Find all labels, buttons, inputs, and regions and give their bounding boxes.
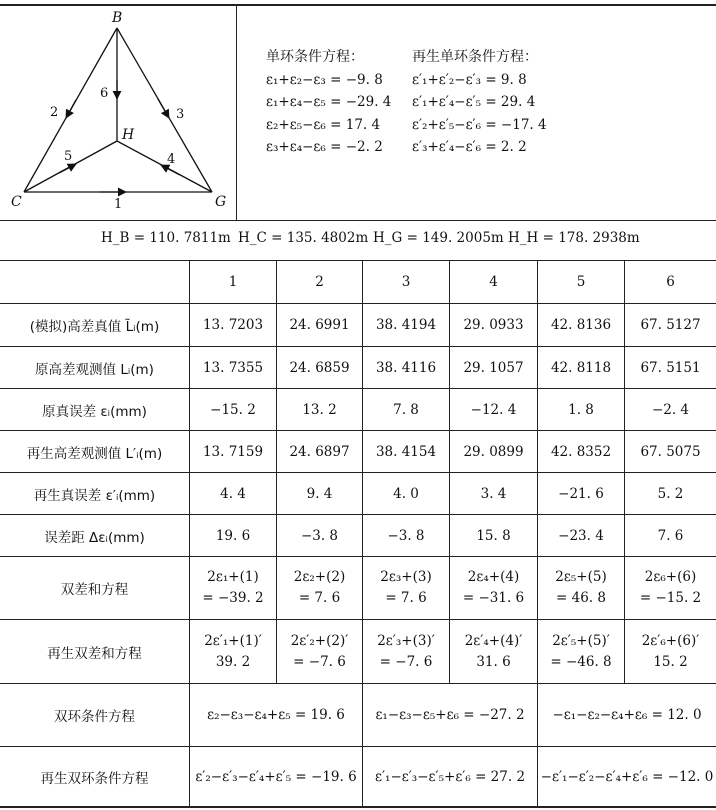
- row-label-original-true-error: 原真误差 εᵢ(mm): [42, 403, 147, 420]
- regen-double-sum-cell: [190, 620, 276, 683]
- double-loop-eq: ε₂−ε₃−ε₄+ε₅ = 19. 6: [207, 707, 345, 723]
- height-hh: H_H = 178. 2938m: [508, 230, 640, 246]
- benchmark-heights: [0, 230, 716, 252]
- regen-double-loop-eq: ε′₁−ε′₃−ε′₅+ε′₆ = 27. 2: [374, 768, 526, 785]
- table-cell: 29. 0899: [463, 443, 524, 460]
- table-cell: 38. 4154: [375, 443, 437, 460]
- regen-double-sum-bottom: = −7. 6: [293, 653, 346, 670]
- table-cell: −21. 6: [558, 485, 604, 502]
- table-cell: 19. 6: [215, 527, 251, 544]
- regen-double-sum-bottom: = −46. 8: [550, 653, 612, 670]
- table-cell: −3. 8: [387, 527, 425, 544]
- regen-double-sum-bottom: 15. 2: [653, 653, 688, 670]
- table-cell: 24. 6897: [289, 443, 350, 460]
- table-cell: 42. 8118: [550, 359, 612, 376]
- table-cell: 38. 4194: [375, 317, 437, 333]
- rule-top: [0, 4, 716, 6]
- table-cell: 9. 4: [306, 485, 333, 502]
- edge-label-5: 5: [64, 149, 73, 164]
- row-label-double-sum: 双差和方程: [60, 582, 129, 598]
- regen-single-loop-eq-3: ε′₂+ε′₅−ε′₆ = −17. 4: [412, 116, 547, 133]
- table-cell: −2. 4: [651, 401, 690, 418]
- edge-arrow-2: [66, 100, 76, 118]
- double-sum-cell: [363, 557, 449, 619]
- height-hb: H_B = 110. 7811m: [101, 230, 231, 246]
- double-sum-top: 2ε₂+(2): [293, 569, 346, 586]
- table-cell: 29. 1057: [463, 359, 524, 376]
- regen-single-loop-eq-1: ε′₁+ε′₂−ε′₃ = 9. 8: [412, 71, 527, 88]
- double-sum-top: 2ε₅+(5): [555, 569, 607, 586]
- regen-double-sum-cell: [277, 620, 362, 683]
- column-header-6: 6: [666, 274, 675, 290]
- single-loop-equations: [266, 46, 391, 159]
- rule: [0, 220, 716, 221]
- row-label-regen-observation: 再生高差观测值 L′ᵢ(m): [26, 445, 163, 462]
- edge-label-1: 1: [114, 197, 123, 212]
- regen-double-sum-bottom: 31. 6: [476, 653, 511, 670]
- column-header-2: 2: [315, 274, 324, 290]
- regen-double-sum-cell: [538, 620, 624, 683]
- double-sum-bottom: = 7. 6: [385, 590, 427, 606]
- node-label-c: C: [11, 194, 22, 210]
- table-cell: 67. 5151: [640, 359, 701, 376]
- double-sum-bottom: = 46. 8: [556, 590, 606, 606]
- double-sum-top: 2ε₆+(6): [644, 569, 697, 586]
- regen-double-sum-top: 2ε′₁+(1)′: [204, 632, 262, 649]
- table-cell: 13. 7203: [202, 317, 264, 333]
- table-cell: 15. 8: [476, 527, 511, 544]
- table-cell: 7. 8: [393, 401, 419, 418]
- table-cell: 13. 2: [302, 401, 337, 418]
- double-sum-bottom: = −39. 2: [202, 590, 264, 606]
- regen-double-sum-cell: [450, 620, 537, 683]
- regen-double-sum-cell: [363, 620, 449, 683]
- table-cell: 13. 7159: [202, 443, 264, 460]
- table-cell: 4. 4: [220, 485, 246, 502]
- table-cell: 29. 0933: [463, 317, 524, 333]
- node-label-b: B: [112, 10, 123, 26]
- regen-double-sum-bottom: 39. 2: [215, 653, 251, 670]
- regen-single-loop-eq-4: ε′₃+ε′₄−ε′₆ = 2. 2: [412, 139, 527, 155]
- regen-double-loop-eq: ε′₂−ε′₃−ε′₄+ε′₅ = −19. 6: [195, 768, 357, 785]
- double-loop-eq: ε₁−ε₃−ε₅+ε₆ = −27. 2: [375, 707, 525, 723]
- edge-label-2: 2: [50, 105, 59, 120]
- table-cell: −23. 4: [558, 527, 604, 544]
- double-sum-cell: [190, 557, 276, 619]
- regen-double-sum-top: 2ε′₃+(3)′: [377, 632, 435, 649]
- column-header-3: 3: [401, 274, 411, 290]
- regen-double-sum-top: 2ε′₅+(5)′: [552, 632, 610, 649]
- node-label-g: G: [215, 194, 227, 210]
- edge-arrow-5: [59, 164, 76, 173]
- double-sum-top: 2ε₄+(4): [467, 569, 520, 586]
- table-cell: 24. 6991: [289, 317, 350, 333]
- double-sum-top: 2ε₃+(3): [380, 569, 432, 586]
- double-sum-cell: [625, 557, 716, 619]
- table-cell: 5. 2: [657, 485, 684, 502]
- double-sum-top: 2ε₁+(1): [207, 569, 259, 586]
- table-cell: −12. 4: [470, 401, 517, 418]
- single-loop-eq-4: ε₃+ε₄−ε₆ = −2. 2: [266, 139, 383, 155]
- double-sum-cell: [538, 557, 624, 619]
- row-label-regen-double-sum: 再生双差和方程: [47, 645, 142, 662]
- regen-double-sum-top: 2ε′₄+(4)′: [464, 632, 523, 649]
- column-header-5: 5: [576, 274, 586, 290]
- regen-double-loop-eq: −ε′₁−ε′₂−ε′₄+ε′₆ = −12. 0: [540, 768, 714, 785]
- regen-double-sum-cell: [625, 620, 716, 683]
- leveling-network-diagram: [0, 0, 236, 220]
- single-loop-eq-2: ε₁+ε₄−ε₅ = −29. 4: [266, 94, 392, 110]
- rule-bottom: [0, 806, 716, 808]
- single-loop-eq-3: ε₂+ε₅−ε₆ = 17. 4: [266, 116, 381, 133]
- double-sum-bottom: = −15. 2: [639, 590, 702, 606]
- column-header-1: 1: [228, 274, 238, 290]
- row-label-regen-true-error: 再生真误差 ε′ᵢ(mm): [33, 487, 156, 504]
- height-hc: H_C = 135. 4802m: [238, 230, 369, 246]
- table-cell: 42. 8352: [550, 443, 612, 460]
- regen-single-loop-equations: [412, 46, 547, 159]
- double-sum-bottom: = −31. 6: [462, 590, 525, 606]
- double-sum-cell: [277, 557, 362, 619]
- regen-single-loop-heading: 再生单环条件方程：: [412, 49, 538, 65]
- table-cell: 4. 0: [393, 485, 419, 502]
- table-cell: −15. 2: [210, 401, 256, 418]
- row-label-true-height-diff: (模拟)高差真值 L̃ᵢ(m): [29, 319, 160, 335]
- row-label-double-loop: 双环条件方程: [54, 709, 135, 725]
- table-cell: 38. 4116: [375, 359, 437, 376]
- table-cell: 24. 6859: [289, 359, 350, 376]
- single-loop-eq-1: ε₁+ε₂−ε₃ = −9. 8: [266, 71, 383, 88]
- table-cell: 67. 5075: [640, 443, 701, 460]
- table-cell: 7. 6: [657, 527, 684, 544]
- edge-label-4: 4: [167, 152, 176, 167]
- row-label-original-observation: 原高差观测值 Lᵢ(m): [35, 361, 154, 378]
- column-header-4: 4: [489, 274, 498, 290]
- table-cell: 42. 8136: [550, 317, 612, 333]
- edge-label-6: 6: [100, 86, 109, 101]
- double-sum-cell: [450, 557, 537, 619]
- edge-arrow-3: [158, 99, 169, 118]
- row-label-error-distance: 误差距 Δεᵢ(mm): [44, 529, 145, 546]
- height-hg: H_G = 149. 2005m: [373, 230, 504, 246]
- table-cell: 1. 8: [568, 401, 594, 418]
- double-loop-eq: −ε₁−ε₂−ε₄+ε₆ = 12. 0: [552, 707, 702, 723]
- table-cell: 67. 5127: [640, 317, 701, 333]
- edge-label-3: 3: [176, 107, 185, 122]
- row-label-regen-double-loop: 再生双环条件方程: [40, 770, 149, 787]
- regen-double-sum-bottom: = −7. 6: [379, 653, 433, 670]
- node-label-h: H: [122, 127, 135, 143]
- rule-vertical: [236, 4, 237, 220]
- regen-single-loop-eq-2: ε′₁+ε′₄−ε′₅ = 29. 4: [412, 94, 536, 110]
- table-cell: −3. 8: [300, 527, 339, 544]
- table-cell: 3. 4: [480, 485, 507, 502]
- regen-double-sum-top: 2ε′₂+(2)′: [290, 632, 349, 649]
- table-cell: 13. 7355: [202, 359, 264, 376]
- double-sum-bottom: = 7. 6: [298, 590, 341, 606]
- single-loop-heading: 单环条件方程：: [266, 49, 364, 65]
- regen-double-sum-top: 2ε′₆+(6)′: [641, 632, 700, 649]
